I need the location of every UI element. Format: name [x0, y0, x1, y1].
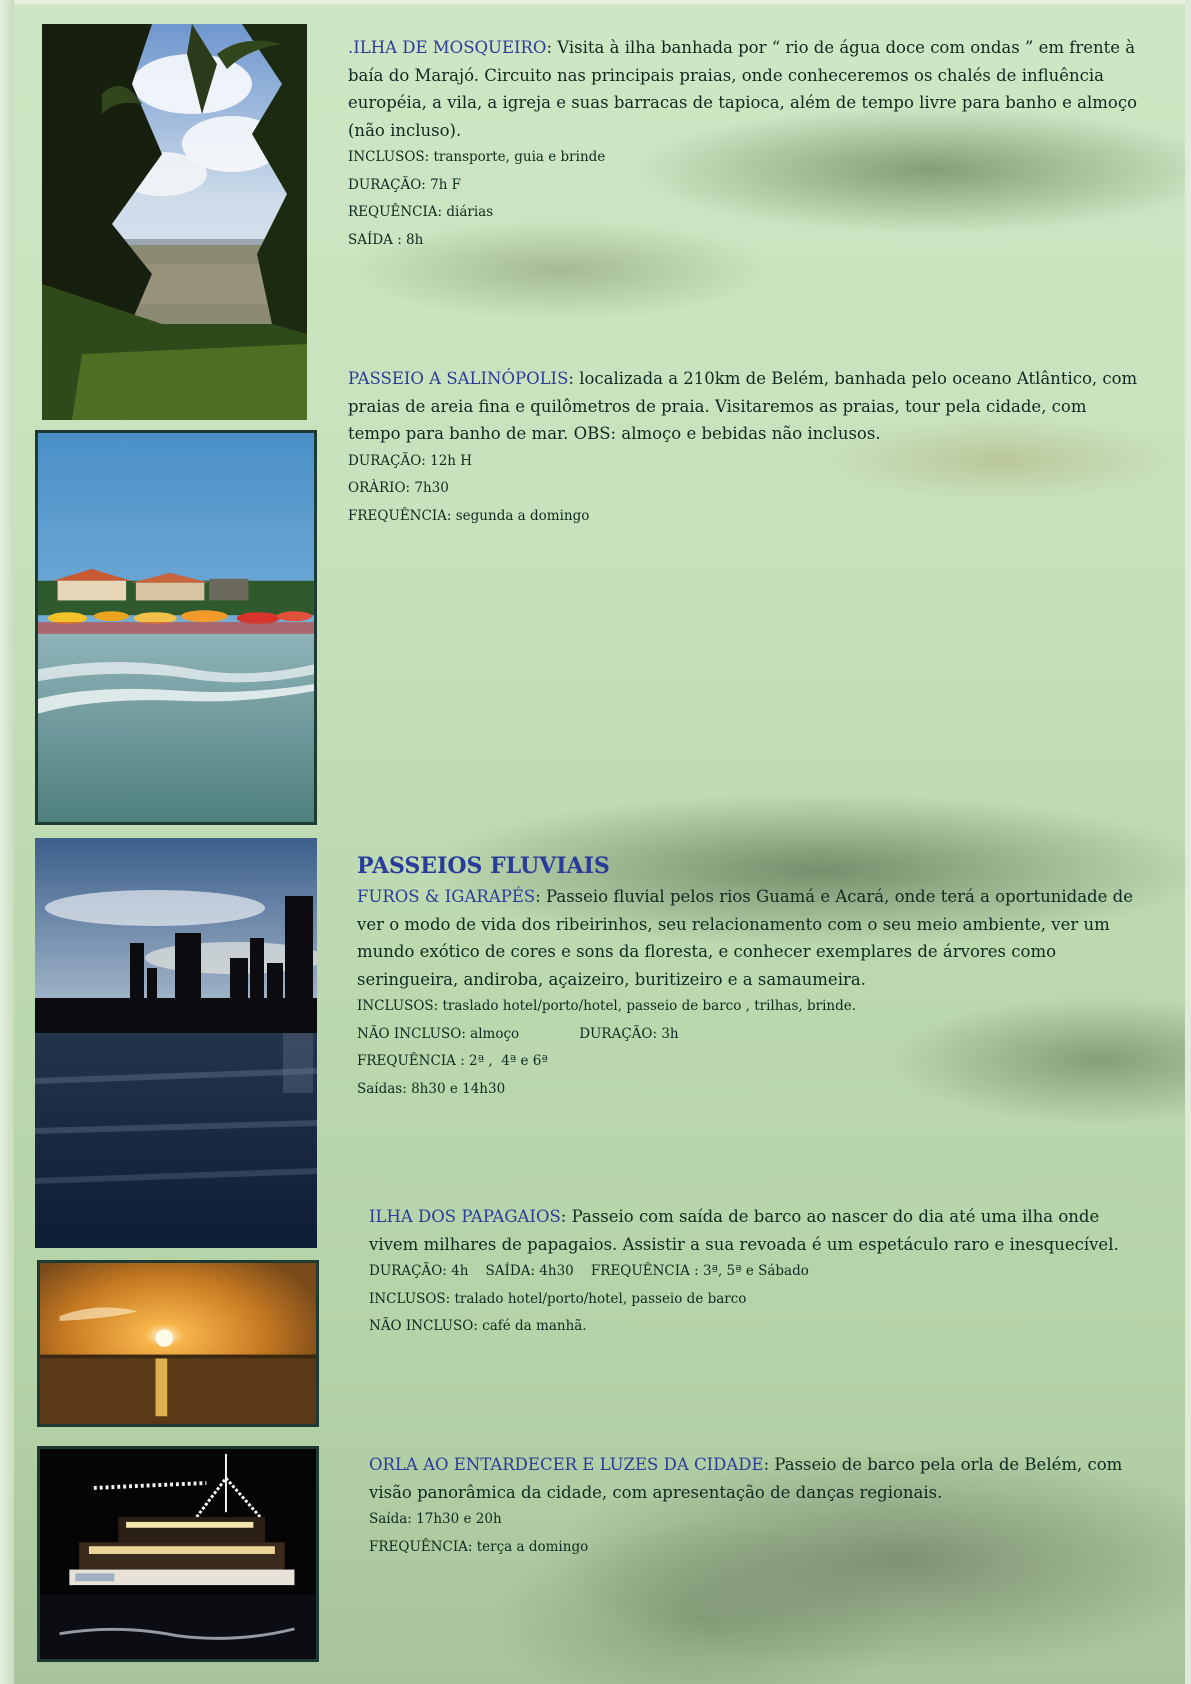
detail-line: FREQUÊNCIA: segunda a domingo — [348, 507, 590, 524]
section-salinopolis-intro — [348, 365, 1138, 448]
photo-mosqueiro-island — [42, 24, 307, 420]
detail-line: DURAÇÃO: 7h F — [348, 176, 462, 193]
detail-line: ORÀRIO: 7h30 — [348, 480, 449, 496]
section-orla-intro — [369, 1451, 1149, 1506]
section-orla — [369, 1451, 1149, 1561]
section-mosqueiro — [348, 34, 1138, 254]
section-mosqueiro-description: : Visita à ilha banhada por “ rio de água doce com ondas ” em frente à baía do Marajó. Circuito nas principais praias, onde conheceremos os chalés de influência européia, a vila, a igreja e suas barracas de tapioca, além de tempo livre para banho e almoço (não incluso). — [348, 38, 1138, 140]
page-top-edge — [0, 0, 1191, 4]
section-fluviais-heading: PASSEIOS FLUVIAIS — [357, 853, 610, 879]
section-salinopolis — [348, 365, 1138, 530]
detail-line: Saída: 17h30 e 20h — [369, 1511, 502, 1527]
section-orla-title: ORLA AO ENTARDECER E LUZES DA CIDADE — [369, 1455, 764, 1474]
detail-line: FREQUÊNCIA : 2ª , 4ª e 6ª — [357, 1053, 548, 1069]
section-papagaios-intro — [369, 1203, 1149, 1258]
photo-belem-skyline-river — [35, 838, 317, 1248]
section-fluviais-title: FUROS & IGARAPÉS — [357, 887, 536, 906]
section-salinopolis-title: PASSEIO A SALINÓPOLIS — [348, 369, 569, 388]
section-fluviais — [357, 851, 1147, 1103]
photo-sunset-river — [37, 1260, 319, 1427]
section-papagaios-title: ILHA DOS PAPAGAIOS — [369, 1207, 561, 1226]
detail-line: INCLUSOS: traslado hotel/porto/hotel, passeio de barco , trilhas, brinde. — [357, 998, 857, 1014]
detail-line: SAÍDA : 8h — [348, 231, 424, 248]
photo-salinopolis-beach — [35, 430, 317, 825]
detail-line: REQUÊNCIA: diárias — [348, 204, 494, 220]
detail-line: NÃO INCLUSO: almoço DURAÇÃO: 3h — [357, 1025, 679, 1042]
detail-line: Saídas: 8h30 e 14h30 — [357, 1080, 506, 1097]
detail-line: INCLUSOS: tralado hotel/porto/hotel, passeio de barco — [369, 1290, 747, 1307]
section-mosqueiro-intro — [348, 34, 1138, 144]
detail-line: INCLUSOS: transporte, guia e brinde — [348, 149, 606, 165]
photo-night-boat — [37, 1446, 319, 1662]
detail-line: DURAÇÃO: 12h H — [348, 452, 473, 469]
detail-line: DURAÇÃO: 4h SAÍDA: 4h30 FREQUÊNCIA : 3ª, 5ª e Sábado — [369, 1263, 809, 1279]
section-papagaios — [369, 1203, 1149, 1341]
section-papagaios-description: : Passeio com saída de barco ao nascer do dia até uma ilha onde vivem milhares de papagaios. Assistir a sua revoada é um espetáculo raro e inesquecível. — [369, 1207, 1119, 1254]
section-mosqueiro-title: .ILHA DE MOSQUEIRO — [348, 38, 547, 57]
section-orla-description: : Passeio de barco pela orla de Belém, com visão panorâmica da cidade, com apresentação de danças regionais. — [369, 1455, 1123, 1502]
page-left-edge — [0, 0, 14, 1684]
section-fluviais-intro — [357, 883, 1147, 993]
section-salinopolis-description: : localizada a 210km de Belém, banhada pelo oceano Atlântico, com praias de areia fina e quilômetros de praia. Visitaremos as praias, tour pela cidade, com tempo para banho de mar. OBS: almoço e bebidas não inclusos. — [348, 369, 1138, 443]
detail-line: NÃO INCLUSO: café da manhã. — [369, 1318, 587, 1334]
section-fluviais-description: : Passeio fluvial pelos rios Guamá e Acará, onde terá a oportunidade de ver o modo de vida dos ribeirinhos, seu relacionamento com o seu meio ambiente, ver um mundo exótico de cores e sons da floresta, e conhecer exemplares de árvores como seringueira, andiroba, açaizeiro, buritizeiro e a samaumeira. — [357, 887, 1133, 989]
detail-line: FREQUÊNCIA: terça a domingo — [369, 1538, 589, 1555]
page-right-edge — [1185, 0, 1191, 1684]
